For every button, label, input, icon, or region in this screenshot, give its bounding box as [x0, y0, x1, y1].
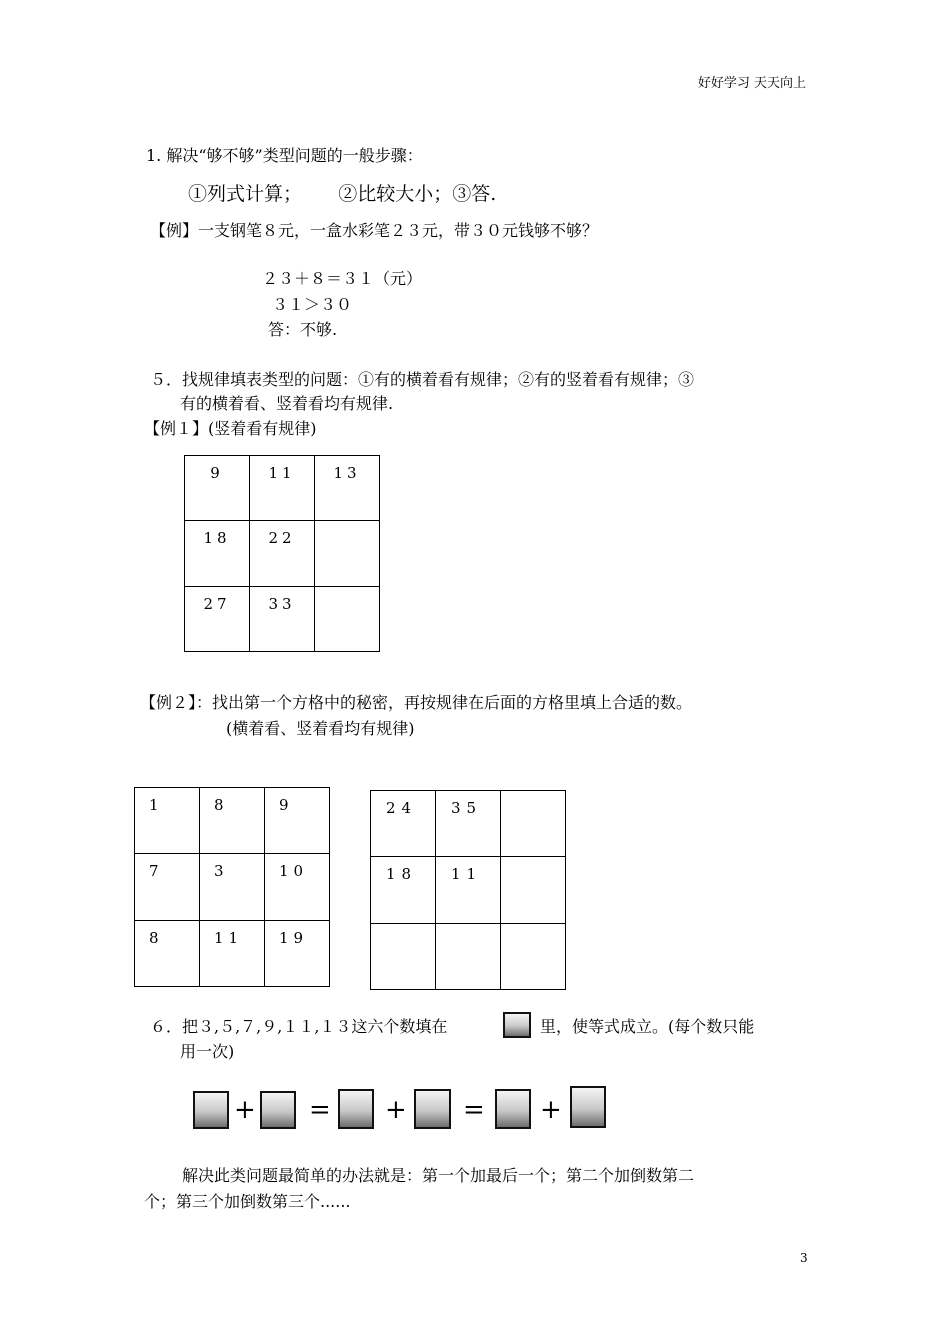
- table-cell: 7: [135, 854, 200, 921]
- calc-line-3: 答：不够.: [268, 320, 338, 339]
- table-cell: 9: [265, 788, 330, 854]
- plus-sign: +: [385, 1095, 407, 1125]
- table-cell: 11: [436, 857, 501, 924]
- section1-steps: ①列式计算； ②比较大小；③答.: [188, 183, 497, 205]
- table-cell: 13: [315, 456, 380, 521]
- example2-table-left: [134, 787, 330, 987]
- table-cell: [436, 924, 501, 990]
- answer-box: [338, 1089, 374, 1129]
- equals-sign: =: [309, 1095, 331, 1125]
- answer-box: [260, 1091, 296, 1129]
- table-cell: 10: [265, 854, 330, 921]
- explain-line2: 个；第三个加倒数第三个......: [144, 1192, 351, 1211]
- example2-line1: 【例２】：找出第一个方格中的秘密，再按规律在后面的方格里填上合适的数。: [140, 693, 693, 712]
- table-cell: 22: [250, 521, 315, 587]
- page-number: 3: [800, 1251, 808, 1265]
- example2-line2: (横着看、竖着看均有规律): [226, 719, 415, 738]
- table-cell: 27: [185, 587, 250, 652]
- explain-line1: 解决此类问题最简单的办法就是：第一个加最后一个；第二个加倒数第二: [182, 1166, 695, 1185]
- table-cell: 33: [250, 587, 315, 652]
- table-cell: 11: [250, 456, 315, 521]
- table-cell: 18: [185, 521, 250, 587]
- example1-label: 【例１】(竖着看有规律): [144, 419, 317, 438]
- example1-table: [184, 455, 380, 652]
- table-cell: [315, 587, 380, 652]
- answer-box: [414, 1089, 451, 1129]
- section5-title-line1: ５．找规律填表类型的问题：①有的横着看有规律；②有的竖着看有规律；③: [150, 370, 695, 389]
- blank-square-icon: [503, 1012, 531, 1038]
- calc-line-1: ２３＋８＝３１（元）: [262, 269, 423, 288]
- section6-title-before: ６．把３,５,７,９,１１,１３这六个数填在: [150, 1017, 448, 1036]
- plus-sign: +: [540, 1095, 562, 1125]
- example2-table-right: [370, 790, 566, 990]
- section6-title-after: 里，使等式成立。(每个数只能: [540, 1017, 755, 1036]
- answer-box: [495, 1089, 531, 1129]
- table-cell: 11: [200, 921, 265, 987]
- answer-box: [570, 1086, 606, 1128]
- table-cell: 8: [135, 921, 200, 987]
- table-cell: [501, 924, 566, 990]
- calc-line-2: ３１＞３０: [272, 295, 353, 314]
- table-cell: 8: [200, 788, 265, 854]
- table-cell: 1: [135, 788, 200, 854]
- table-cell: [371, 924, 436, 990]
- table-cell: 24: [371, 791, 436, 857]
- page-header: 好好学习 天天向上: [697, 76, 806, 91]
- section1-example: 【例】一支钢笔８元，一盒水彩笔２３元，带３０元钱够不够？: [150, 221, 599, 240]
- answer-box: [193, 1091, 229, 1129]
- table-cell: 35: [436, 791, 501, 857]
- section1-title: 1. 解决“够不够”类型问题的一般步骤：: [146, 146, 423, 165]
- equals-sign: =: [463, 1095, 485, 1125]
- table-cell: 18: [371, 857, 436, 924]
- table-cell: [501, 857, 566, 924]
- table-cell: [315, 521, 380, 587]
- section5-title-line2: 有的横着看、竖着看均有规律.: [180, 394, 394, 413]
- table-cell: 19: [265, 921, 330, 987]
- table-cell: 9: [185, 456, 250, 521]
- table-cell: 3: [200, 854, 265, 921]
- plus-sign: +: [234, 1095, 256, 1125]
- table-cell: [501, 791, 566, 857]
- section6-title-line2: 用一次): [180, 1042, 235, 1061]
